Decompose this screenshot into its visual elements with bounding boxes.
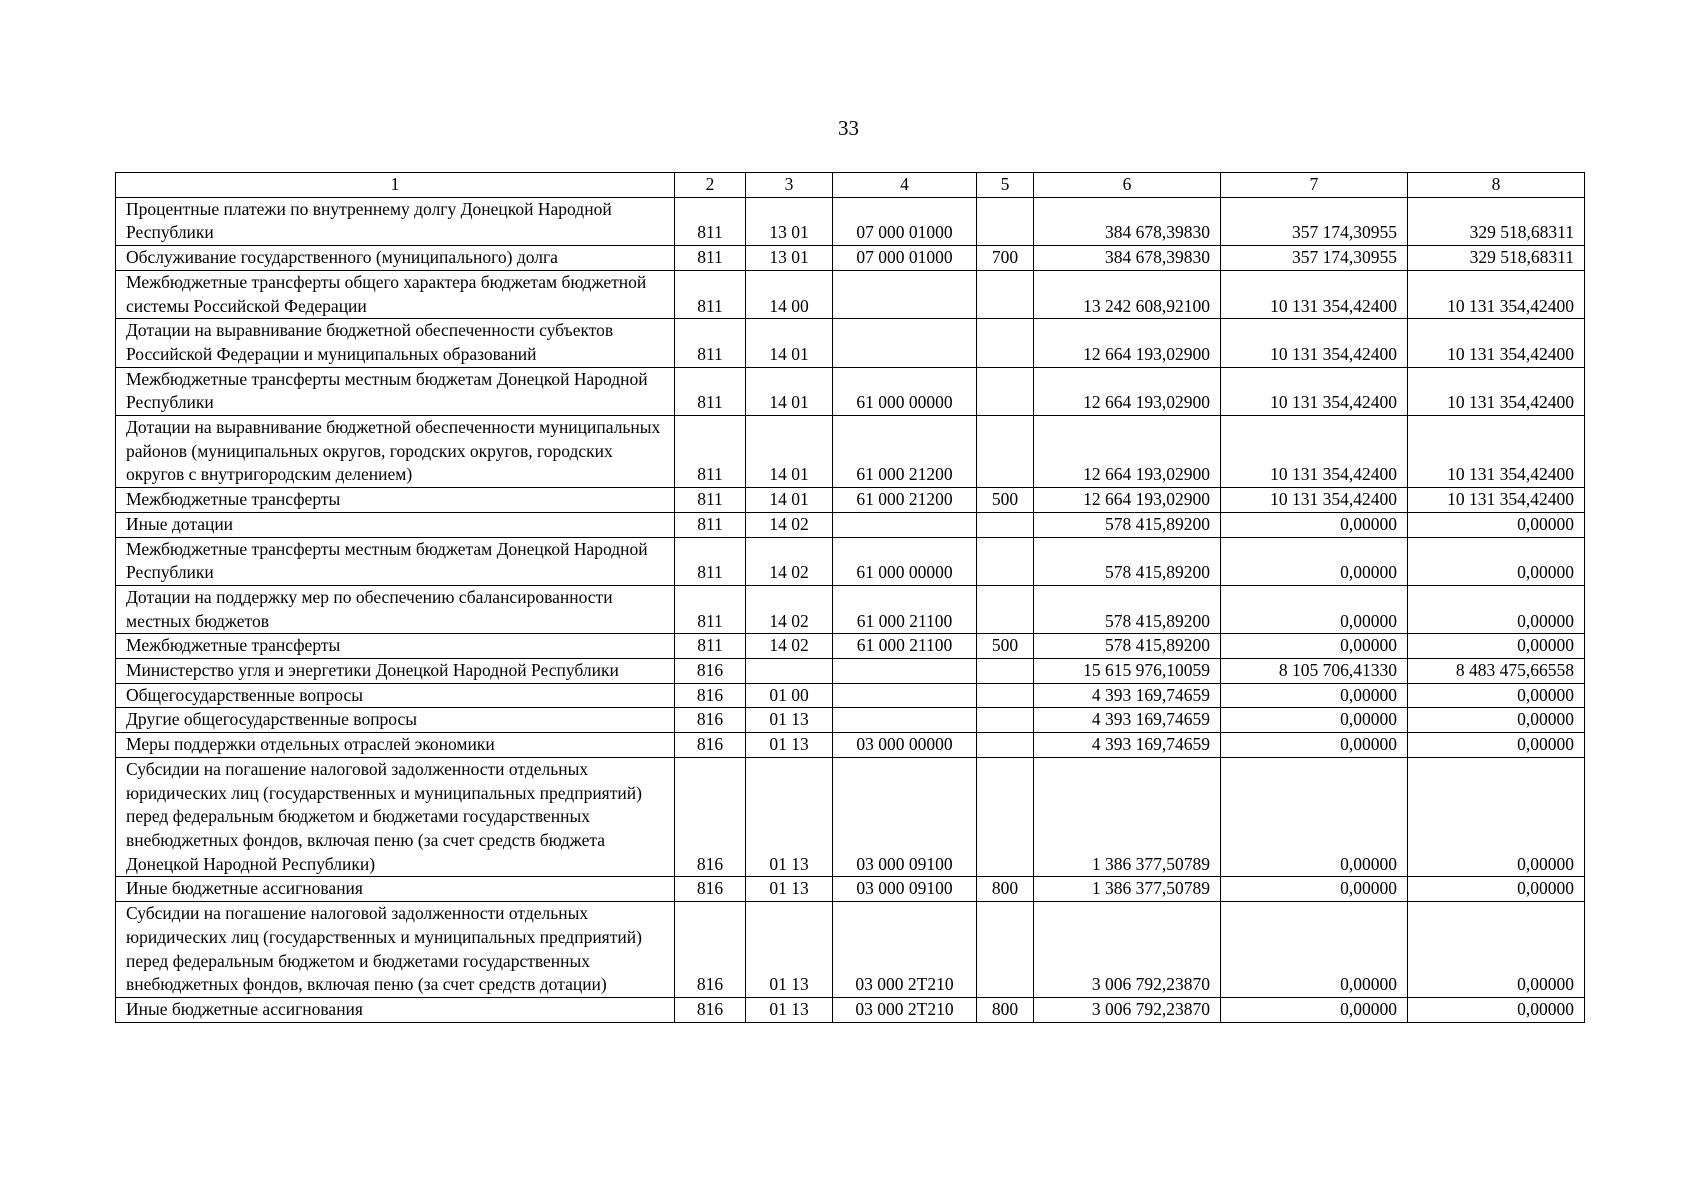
row-name: Дотации на поддержку мер по обеспечению сбалансированности местных бюджетов	[116, 585, 675, 633]
expense-type-code	[977, 416, 1034, 488]
amount-col7: 357 174,30955	[1221, 197, 1408, 245]
table-row	[116, 997, 1585, 1022]
amount-col8: 8 483 475,66558	[1408, 659, 1585, 684]
row-name: Межбюджетные трансферты общего характера бюджетам бюджетной системы Российской Федерации	[116, 270, 675, 318]
amount-col6: 4 393 169,74659	[1034, 733, 1221, 758]
amount-col6: 578 415,89200	[1034, 512, 1221, 537]
expense-type-code: 500	[977, 488, 1034, 513]
amount-col8: 10 131 354,42400	[1408, 416, 1585, 488]
ministry-code: 811	[675, 585, 746, 633]
row-name: Общегосударственные вопросы	[116, 683, 675, 708]
ministry-code: 816	[675, 659, 746, 684]
amount-col6: 578 415,89200	[1034, 537, 1221, 585]
section-code: 01 13	[746, 757, 833, 877]
amount-col6: 4 393 169,74659	[1034, 683, 1221, 708]
amount-col6: 13 242 608,92100	[1034, 270, 1221, 318]
table-row	[116, 877, 1585, 902]
amount-col7: 0,00000	[1221, 877, 1408, 902]
expense-type-code	[977, 708, 1034, 733]
section-code: 01 00	[746, 683, 833, 708]
target-article-code: 61 000 21200	[833, 488, 977, 513]
table-row	[116, 488, 1585, 513]
amount-col7: 0,00000	[1221, 997, 1408, 1022]
ministry-code: 816	[675, 757, 746, 877]
expense-type-code	[977, 270, 1034, 318]
amount-col7: 0,00000	[1221, 708, 1408, 733]
amount-col8: 0,00000	[1408, 733, 1585, 758]
header-cell: 6	[1034, 173, 1221, 198]
target-article-code	[833, 270, 977, 318]
section-code: 14 01	[746, 416, 833, 488]
amount-col7: 10 131 354,42400	[1221, 270, 1408, 318]
header-cell: 1	[116, 173, 675, 198]
table-row	[116, 683, 1585, 708]
amount-col7: 0,00000	[1221, 537, 1408, 585]
amount-col8: 0,00000	[1408, 512, 1585, 537]
amount-col7: 357 174,30955	[1221, 246, 1408, 271]
header-cell: 2	[675, 173, 746, 198]
amount-col6: 12 664 193,02900	[1034, 488, 1221, 513]
amount-col6: 15 615 976,10059	[1034, 659, 1221, 684]
amount-col8: 329 518,68311	[1408, 197, 1585, 245]
amount-col7: 0,00000	[1221, 683, 1408, 708]
target-article-code: 61 000 21100	[833, 585, 977, 633]
amount-col8: 0,00000	[1408, 634, 1585, 659]
amount-col6: 1 386 377,50789	[1034, 877, 1221, 902]
amount-col7: 10 131 354,42400	[1221, 367, 1408, 415]
amount-col7: 0,00000	[1221, 634, 1408, 659]
target-article-code: 07 000 01000	[833, 197, 977, 245]
amount-col6: 578 415,89200	[1034, 634, 1221, 659]
table-row	[116, 197, 1585, 245]
amount-col6: 12 664 193,02900	[1034, 367, 1221, 415]
amount-col8: 0,00000	[1408, 997, 1585, 1022]
expense-type-code: 700	[977, 246, 1034, 271]
row-name: Дотации на выравнивание бюджетной обеспеченности субъектов Российской Федерации и муниципальных образований	[116, 319, 675, 367]
ministry-code: 811	[675, 367, 746, 415]
section-code: 14 00	[746, 270, 833, 318]
page-number: 33	[838, 116, 859, 140]
amount-col8: 0,00000	[1408, 877, 1585, 902]
row-name: Межбюджетные трансферты	[116, 488, 675, 513]
row-name: Меры поддержки отдельных отраслей экономики	[116, 733, 675, 758]
ministry-code: 811	[675, 634, 746, 659]
table-row	[116, 270, 1585, 318]
expense-type-code	[977, 367, 1034, 415]
row-name: Процентные платежи по внутреннему долгу Донецкой Народной Республики	[116, 197, 675, 245]
row-name: Межбюджетные трансферты местным бюджетам Донецкой Народной Республики	[116, 537, 675, 585]
section-code: 13 01	[746, 197, 833, 245]
amount-col6: 3 006 792,23870	[1034, 997, 1221, 1022]
ministry-code: 816	[675, 997, 746, 1022]
target-article-code	[833, 659, 977, 684]
section-code: 14 02	[746, 634, 833, 659]
amount-col8: 10 131 354,42400	[1408, 319, 1585, 367]
amount-col8: 0,00000	[1408, 708, 1585, 733]
header-cell: 7	[1221, 173, 1408, 198]
table-row	[116, 246, 1585, 271]
row-name: Иные дотации	[116, 512, 675, 537]
table-row	[116, 319, 1585, 367]
target-article-code: 03 000 2Т210	[833, 902, 977, 998]
table-row	[116, 367, 1585, 415]
target-article-code	[833, 319, 977, 367]
row-name: Субсидии на погашение налоговой задолженности отдельных юридических лиц (государственных и муниципальных предприятий) перед федеральным бюджетом и бюджетами государственных внебюджетных фондов, включая пеню (за счет средств дотации)	[116, 902, 675, 998]
amount-col8: 0,00000	[1408, 537, 1585, 585]
row-name: Другие общегосударственные вопросы	[116, 708, 675, 733]
amount-col8: 10 131 354,42400	[1408, 488, 1585, 513]
target-article-code: 03 000 09100	[833, 877, 977, 902]
amount-col8: 0,00000	[1408, 683, 1585, 708]
expense-type-code	[977, 197, 1034, 245]
amount-col6: 1 386 377,50789	[1034, 757, 1221, 877]
ministry-code: 811	[675, 270, 746, 318]
expense-type-code	[977, 902, 1034, 998]
amount-col8: 10 131 354,42400	[1408, 270, 1585, 318]
target-article-code: 61 000 00000	[833, 367, 977, 415]
ministry-code: 816	[675, 877, 746, 902]
table-row	[116, 902, 1585, 998]
ministry-code: 811	[675, 537, 746, 585]
section-code: 01 13	[746, 708, 833, 733]
table-row	[116, 416, 1585, 488]
ministry-code: 816	[675, 683, 746, 708]
section-code: 01 13	[746, 733, 833, 758]
row-name: Субсидии на погашение налоговой задолженности отдельных юридических лиц (государственных и муниципальных предприятий) перед федеральным бюджетом и бюджетами государственных внебюджетных фондов, включая пеню (за счет средств бюджета Донецкой Народной Республики)	[116, 757, 675, 877]
row-name: Межбюджетные трансферты местным бюджетам Донецкой Народной Республики	[116, 367, 675, 415]
amount-col8: 0,00000	[1408, 757, 1585, 877]
expense-type-code	[977, 585, 1034, 633]
expense-type-code: 800	[977, 877, 1034, 902]
table-row	[116, 659, 1585, 684]
row-name: Межбюджетные трансферты	[116, 634, 675, 659]
amount-col6: 384 678,39830	[1034, 246, 1221, 271]
budget-table	[115, 172, 1585, 1023]
section-code: 13 01	[746, 246, 833, 271]
table-row	[116, 757, 1585, 877]
amount-col8: 0,00000	[1408, 585, 1585, 633]
amount-col7: 0,00000	[1221, 512, 1408, 537]
amount-col8: 329 518,68311	[1408, 246, 1585, 271]
ministry-code: 816	[675, 902, 746, 998]
header-cell: 8	[1408, 173, 1585, 198]
ministry-code: 816	[675, 733, 746, 758]
target-article-code	[833, 683, 977, 708]
amount-col7: 0,00000	[1221, 902, 1408, 998]
ministry-code: 811	[675, 246, 746, 271]
target-article-code: 61 000 21100	[833, 634, 977, 659]
amount-col7: 10 131 354,42400	[1221, 319, 1408, 367]
section-code: 14 02	[746, 512, 833, 537]
target-article-code	[833, 512, 977, 537]
target-article-code: 03 000 00000	[833, 733, 977, 758]
section-code: 01 13	[746, 997, 833, 1022]
ministry-code: 811	[675, 416, 746, 488]
target-article-code: 03 000 2Т210	[833, 997, 977, 1022]
section-code: 14 01	[746, 319, 833, 367]
amount-col6: 3 006 792,23870	[1034, 902, 1221, 998]
amount-col7: 0,00000	[1221, 757, 1408, 877]
amount-col7: 8 105 706,41330	[1221, 659, 1408, 684]
expense-type-code	[977, 757, 1034, 877]
section-code	[746, 659, 833, 684]
section-code: 01 13	[746, 902, 833, 998]
ministry-code: 811	[675, 512, 746, 537]
table-body	[116, 197, 1585, 1022]
expense-type-code	[977, 319, 1034, 367]
header-cell: 5	[977, 173, 1034, 198]
header-cell: 3	[746, 173, 833, 198]
table-row	[116, 733, 1585, 758]
row-name: Иные бюджетные ассигнования	[116, 877, 675, 902]
table-header-row	[116, 173, 1585, 198]
amount-col8: 10 131 354,42400	[1408, 367, 1585, 415]
amount-col7: 0,00000	[1221, 585, 1408, 633]
section-code: 14 02	[746, 585, 833, 633]
ministry-code: 811	[675, 488, 746, 513]
target-article-code: 07 000 01000	[833, 246, 977, 271]
expense-type-code: 500	[977, 634, 1034, 659]
amount-col6: 12 664 193,02900	[1034, 416, 1221, 488]
amount-col8: 0,00000	[1408, 902, 1585, 998]
row-name: Обслуживание государственного (муниципального) долга	[116, 246, 675, 271]
expense-type-code	[977, 733, 1034, 758]
target-article-code: 61 000 21200	[833, 416, 977, 488]
table-row	[116, 634, 1585, 659]
section-code: 01 13	[746, 877, 833, 902]
row-name: Дотации на выравнивание бюджетной обеспеченности муниципальных районов (муниципальных округов, городских округов, городских округов с внутригородским делением)	[116, 416, 675, 488]
section-code: 14 02	[746, 537, 833, 585]
table-row	[116, 537, 1585, 585]
amount-col6: 384 678,39830	[1034, 197, 1221, 245]
amount-col7: 10 131 354,42400	[1221, 488, 1408, 513]
expense-type-code	[977, 683, 1034, 708]
ministry-code: 811	[675, 197, 746, 245]
amount-col7: 10 131 354,42400	[1221, 416, 1408, 488]
expense-type-code	[977, 659, 1034, 684]
target-article-code: 03 000 09100	[833, 757, 977, 877]
expense-type-code: 800	[977, 997, 1034, 1022]
header-cell: 4	[833, 173, 977, 198]
table-row	[116, 708, 1585, 733]
section-code: 14 01	[746, 367, 833, 415]
amount-col6: 578 415,89200	[1034, 585, 1221, 633]
ministry-code: 811	[675, 319, 746, 367]
amount-col6: 12 664 193,02900	[1034, 319, 1221, 367]
expense-type-code	[977, 537, 1034, 585]
expense-type-code	[977, 512, 1034, 537]
section-code: 14 01	[746, 488, 833, 513]
table-row	[116, 512, 1585, 537]
row-name: Министерство угля и энергетики Донецкой Народной Республики	[116, 659, 675, 684]
amount-col7: 0,00000	[1221, 733, 1408, 758]
table-row	[116, 585, 1585, 633]
target-article-code: 61 000 00000	[833, 537, 977, 585]
row-name: Иные бюджетные ассигнования	[116, 997, 675, 1022]
target-article-code	[833, 708, 977, 733]
ministry-code: 816	[675, 708, 746, 733]
amount-col6: 4 393 169,74659	[1034, 708, 1221, 733]
